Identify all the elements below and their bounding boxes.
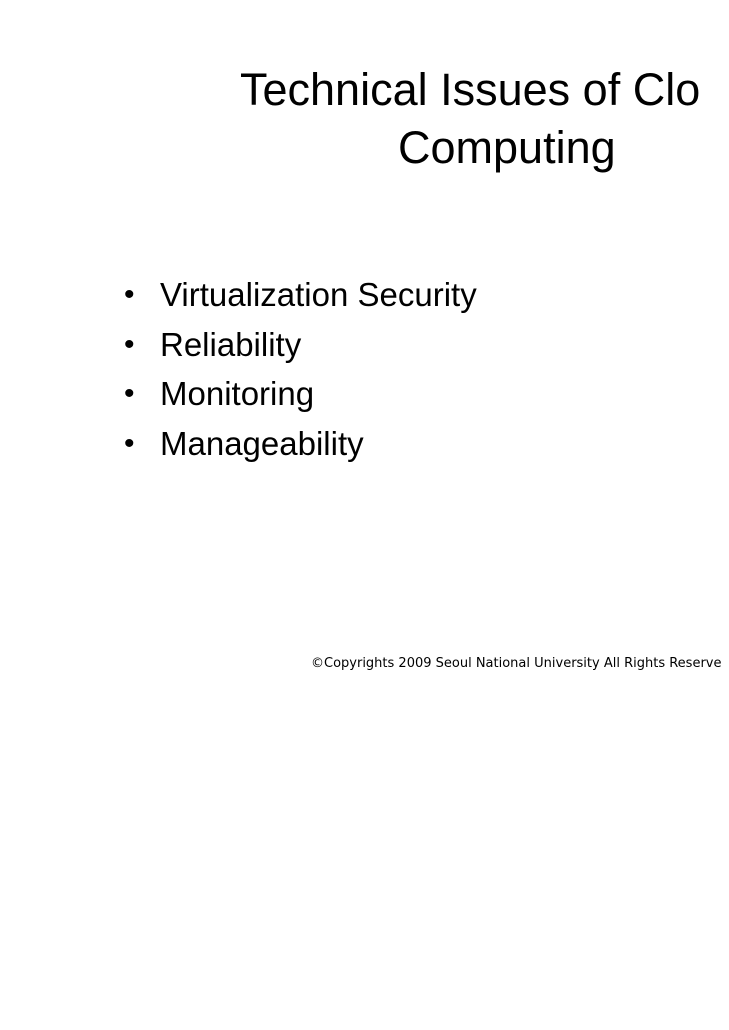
bullet-text: Virtualization Security [160,276,477,314]
list-item [124,419,477,469]
slide-title-line-1: Technical Issues of Clo [240,64,701,115]
bullet-list [124,270,477,468]
copyright-footer: ©Copyrights 2009 Seoul National University All Rights Reserve [311,656,722,671]
bullet-text: Monitoring [160,375,315,413]
bullet-text: Manageability [160,424,364,462]
list-item [124,270,477,320]
bullet-text: Reliability [160,325,302,363]
bullet-icon: • [124,278,135,312]
bullet-icon: • [124,377,135,411]
bullet-icon: • [124,327,135,361]
list-item [124,369,477,419]
slide-title-line-2: Computing [398,122,616,173]
bullet-icon: • [124,426,135,460]
list-item [124,320,477,370]
